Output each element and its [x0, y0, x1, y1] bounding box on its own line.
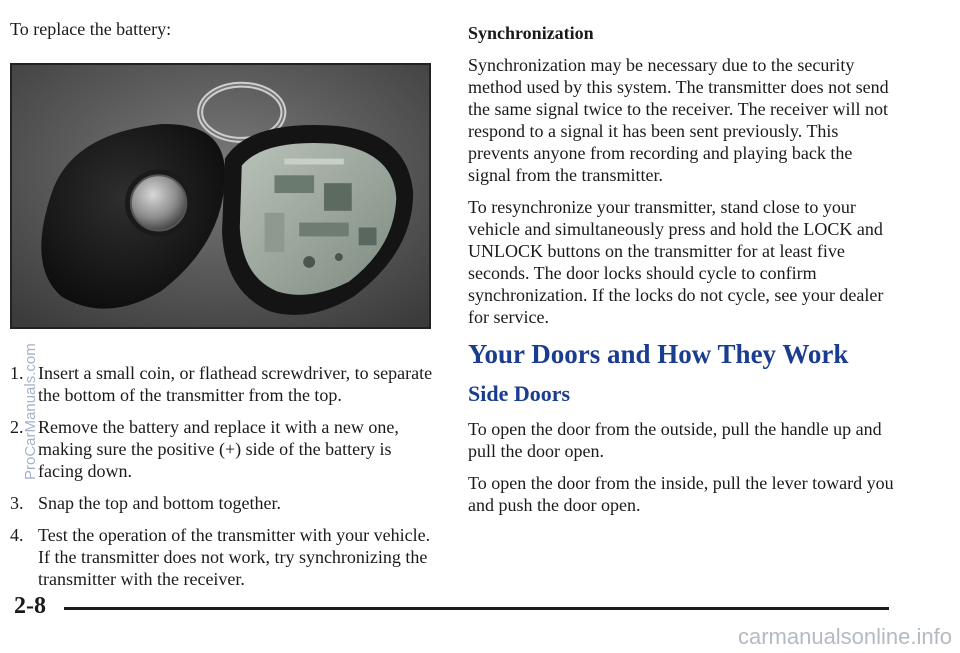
transmitter-photo: [10, 63, 431, 329]
synchronization-paragraph-1: Synchronization may be necessary due to the security method used by this system. The transmitter does not send the same signal twice to the receiver. The receiver will not respond to a signal it has been sent previously. This prevents anyone from recording and playing back the signal from the transmitter.: [468, 55, 889, 185]
step-number: 3.: [10, 493, 24, 513]
step-3: [10, 492, 440, 514]
page-number: 2-8: [14, 593, 46, 619]
subsection-title: Side Doors: [468, 381, 571, 406]
transmitter-illustration: [12, 65, 429, 327]
synchronization-heading: Synchronization: [468, 23, 594, 43]
battery-steps-list: [10, 362, 440, 600]
step-number: 1.: [10, 363, 24, 383]
step-text: Insert a small coin, or flathead screwdriver, to separate the bottom of the transmitter from the top.: [38, 363, 433, 405]
step-number: 2.: [10, 417, 24, 437]
section-title: Your Doors and How They Work: [468, 339, 849, 369]
doors-paragraph-1: To open the door from the outside, pull the handle up and pull the door open.: [468, 419, 882, 461]
page-footer: [14, 593, 889, 623]
step-text: Remove the battery and replace it with a new one, making sure the positive (+) side of the battery is facing down.: [38, 417, 399, 481]
doors-paragraph-2: To open the door from the inside, pull the lever toward you and push the door open.: [468, 473, 894, 515]
battery-intro: To replace the battery:: [10, 19, 172, 39]
footer-rule: [64, 607, 889, 610]
left-column: [10, 18, 435, 40]
step-4: [10, 524, 440, 590]
side-watermark: ProCarManuals.com: [22, 343, 39, 480]
step-text: Snap the top and bottom together.: [38, 493, 281, 513]
step-number: 4.: [10, 525, 24, 545]
step-2: [10, 416, 440, 482]
right-column: [468, 22, 898, 526]
step-1: [10, 362, 440, 406]
synchronization-paragraph-2: To resynchronize your transmitter, stand close to your vehicle and simultaneously press and hold the LOCK and UNLOCK buttons on the transmitter for at least five seconds. The door locks should cycle to confirm synchronization. If the locks do not cycle, see your dealer for service.: [468, 197, 884, 327]
step-text: Test the operation of the transmitter with your vehicle. If the transmitter does not work, try synchronizing the transmitter with the receiver.: [38, 525, 431, 589]
bottom-watermark: carmanualsonline.info: [737, 624, 952, 649]
